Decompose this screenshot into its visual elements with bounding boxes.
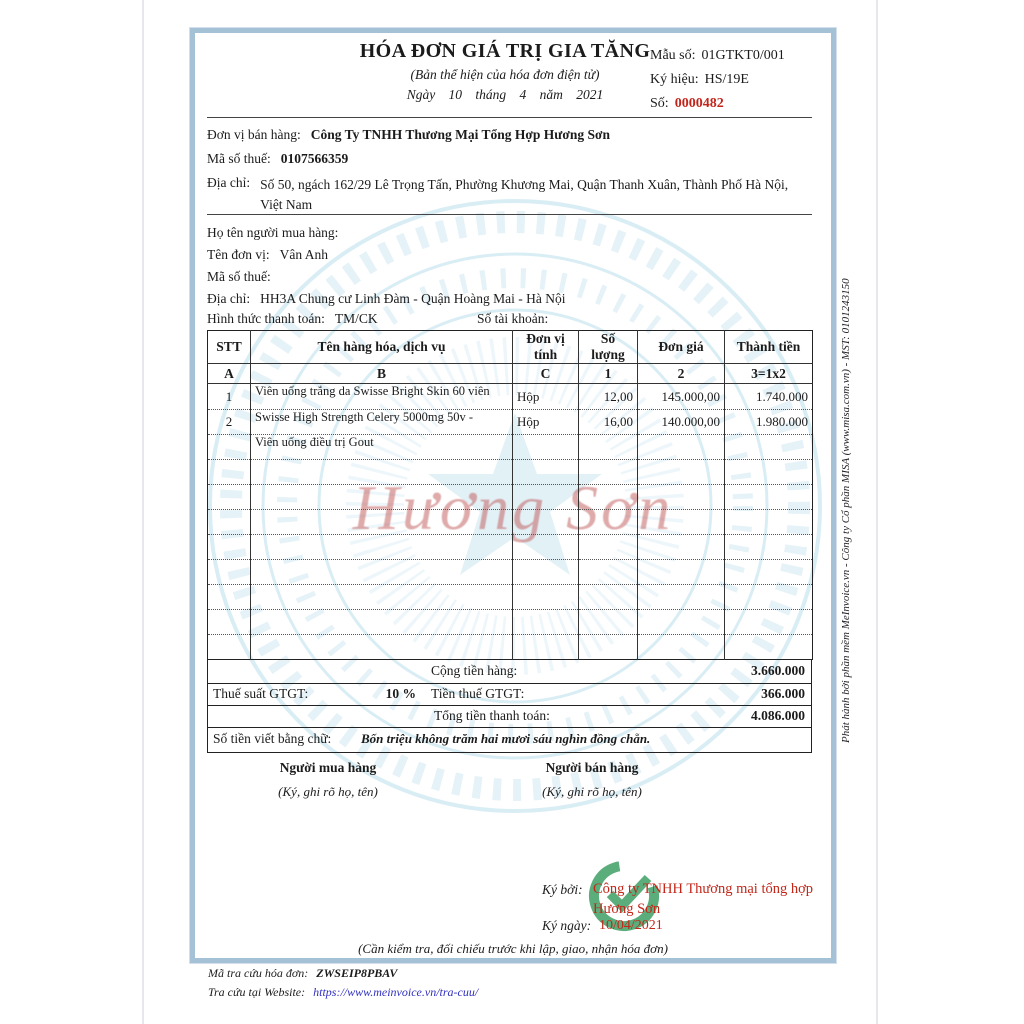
lookup-website-link[interactable]: https://www.meinvoice.vn/tra-cuu/ <box>313 985 479 999</box>
empty-row <box>208 585 813 610</box>
table-code-row <box>208 364 813 384</box>
empty-cell <box>251 460 513 485</box>
empty-cell <box>251 485 513 510</box>
invoice-number-value: 0000482 <box>674 96 724 111</box>
invoice-subtitle: (Bản thể hiện của hóa đơn điện tử) <box>410 67 600 82</box>
table-header-row <box>208 331 813 364</box>
amount-in-words-value: Bốn triệu không trăm hai mươi sáu nghìn đồng chẵn. <box>361 731 651 746</box>
item-1-qty: 12,00 <box>579 384 638 410</box>
seller-address-value: Số 50, ngách 162/29 Lê Trọng Tấn, Phường Khương Mai, Quận Thanh Xuân, Thành Phố Hà Nội, Việt Nam <box>260 177 789 212</box>
col-header-unit: Đơn vị tính <box>513 331 579 364</box>
amount-in-words-row <box>207 728 812 753</box>
empty-cell <box>638 585 725 610</box>
issuer-sidebar-text: Phát hành bởi phần mềm MeInvoice.vn - Công ty Cổ phần MISA (www.misa.com.vn) - MST: 0101243150 <box>840 278 852 744</box>
invoice-page-content <box>195 33 831 958</box>
col-code-c: C <box>513 364 579 384</box>
serial-symbol-label: Ký hiệu: <box>650 72 699 87</box>
grand-total-value: 4.086.000 <box>751 708 805 723</box>
empty-cell <box>579 535 638 560</box>
signed-date-value: 10/04/2021 <box>599 918 663 933</box>
empty-row <box>208 635 813 660</box>
subtotal-label: Cộng tiền hàng: <box>431 663 518 678</box>
seller-unit-value: Công Ty TNHH Thương Mại Tổng Hợp Hương Sơn <box>310 127 610 142</box>
empty-cell <box>725 560 813 585</box>
signed-date-label: Ký ngày: <box>542 918 592 933</box>
seller-divider <box>207 214 812 215</box>
account-number-label: Số tài khoản: <box>477 311 549 326</box>
form-number-value: 01GTKT0/001 <box>701 48 785 63</box>
col-code-b: B <box>251 364 513 384</box>
item-row-2 <box>208 410 813 435</box>
empty-cell <box>513 510 579 535</box>
signed-by-company-line2: Hương Sơn <box>593 901 661 917</box>
empty-cell <box>725 435 813 460</box>
col-header-name: Tên hàng hóa, dịch vụ <box>251 331 513 364</box>
item-2-amount: 1.980.000 <box>725 410 813 435</box>
empty-cell <box>725 635 813 660</box>
empty-cell <box>208 560 251 585</box>
empty-cell <box>513 585 579 610</box>
vat-amount-label: Tiền thuế GTGT: <box>431 686 525 701</box>
seller-address-label: Địa chỉ: <box>207 175 251 190</box>
verification-note: (Cần kiểm tra, đối chiếu trước khi lập, giao, nhận hóa đơn) <box>358 941 668 956</box>
empty-cell <box>725 535 813 560</box>
buyer-unit-line <box>207 247 328 263</box>
empty-cell <box>579 610 638 635</box>
empty-cell <box>251 535 513 560</box>
empty-cell <box>208 635 251 660</box>
empty-cell <box>638 485 725 510</box>
empty-cell <box>513 460 579 485</box>
buyer-tax-line <box>207 269 281 285</box>
serial-symbol-line <box>650 68 785 92</box>
vat-row <box>207 684 812 706</box>
seller-signature-note: (Ký, ghi rõ họ, tên) <box>542 784 642 799</box>
item-2-name-line2: Viên uống điều trị Gout <box>251 435 513 460</box>
item-1-name: Viên uống trắng da Swisse Bright Skin 60 viên <box>251 384 513 410</box>
buyer-unit-label: Tên đơn vị: <box>207 247 270 262</box>
col-code-3: 3=1x2 <box>725 364 813 384</box>
invoice-number-label: Số: <box>650 96 669 111</box>
empty-cell <box>725 585 813 610</box>
col-header-amount: Thành tiền <box>725 331 813 364</box>
empty-cell <box>208 485 251 510</box>
lookup-website-line <box>208 985 478 1000</box>
empty-cell <box>638 535 725 560</box>
item-1-unit: Hộp <box>513 384 579 410</box>
buyer-account-line <box>477 311 558 327</box>
payment-method-value: TM/CK <box>334 311 378 326</box>
invoice-number-line <box>650 92 785 116</box>
buyer-signature-note: (Ký, ghi rõ họ, tên) <box>278 784 378 799</box>
header-divider <box>207 117 812 118</box>
empty-cell <box>638 460 725 485</box>
buyer-payment-line <box>207 311 378 327</box>
item-1-stt: 1 <box>225 388 233 404</box>
company-watermark-text: Hương Sơn <box>352 472 674 543</box>
empty-cell <box>579 510 638 535</box>
empty-cell <box>579 485 638 510</box>
buyer-tax-label: Mã số thuế: <box>207 269 271 284</box>
item-2-stt: 2 <box>225 414 233 429</box>
empty-cell <box>513 560 579 585</box>
item-1-amount: 1.740.000 <box>725 384 813 410</box>
empty-cell <box>513 610 579 635</box>
signed-by-company-line1: Công ty TNHH Thương mại tổng hợp <box>593 881 814 897</box>
invoice-meta-block <box>650 44 785 116</box>
subtotal-row <box>207 660 812 684</box>
col-header-stt: STT <box>208 331 251 364</box>
buyer-unit-value: Vân Anh <box>279 247 329 262</box>
invoice-title: HÓA ĐƠN GIÁ TRỊ GIA TĂNG <box>359 40 651 62</box>
seller-tax-line <box>207 151 348 167</box>
grand-total-label: Tổng tiền thanh toán: <box>434 708 550 723</box>
empty-row <box>208 460 813 485</box>
empty-row <box>208 560 813 585</box>
empty-cell <box>579 560 638 585</box>
form-number-label: Mẫu số: <box>650 48 696 63</box>
empty-cell <box>725 485 813 510</box>
subtotal-value: 3.660.000 <box>751 663 805 678</box>
empty-cell <box>251 585 513 610</box>
grand-total-row <box>207 706 812 728</box>
seller-address-line <box>207 175 788 215</box>
empty-cell <box>208 510 251 535</box>
amount-in-words-label: Số tiền viết bằng chữ: <box>213 731 332 746</box>
empty-cell <box>579 460 638 485</box>
item-1-price: 145.000,00 <box>638 384 725 410</box>
empty-cell <box>513 635 579 660</box>
lookup-code-label: Mã tra cứu hóa đơn: <box>208 966 309 980</box>
serial-symbol-value: HS/19E <box>704 72 749 87</box>
buyer-address-label: Địa chỉ: <box>207 291 251 306</box>
item-row-1 <box>208 384 813 410</box>
empty-cell <box>251 560 513 585</box>
empty-row <box>208 510 813 535</box>
col-code-2: 2 <box>638 364 725 384</box>
form-number-line <box>650 44 785 68</box>
empty-cell <box>579 635 638 660</box>
buyer-address-value: HH3A Chung cư Linh Đàm - Quận Hoàng Mai - Hà Nội <box>260 291 566 306</box>
empty-cell <box>208 535 251 560</box>
empty-row <box>208 610 813 635</box>
seller-signature-block <box>487 760 697 800</box>
empty-row <box>208 485 813 510</box>
lookup-code-line <box>208 966 397 981</box>
empty-cell <box>251 610 513 635</box>
signed-by-label: Ký bởi: <box>542 882 583 897</box>
empty-cell <box>638 435 725 460</box>
empty-cell <box>251 510 513 535</box>
seller-tax-value: 0107566359 <box>280 151 349 166</box>
item-row-2-continuation <box>208 435 813 460</box>
buyer-address-line <box>207 291 566 307</box>
empty-cell <box>725 510 813 535</box>
item-2-price: 140.000,00 <box>638 410 725 435</box>
col-code-1: 1 <box>579 364 638 384</box>
seller-unit-label: Đơn vị bán hàng: <box>207 127 301 142</box>
buyer-name-label: Họ tên người mua hàng: <box>207 225 339 240</box>
vat-amount-value: 366.000 <box>761 686 805 701</box>
empty-cell <box>208 435 251 460</box>
empty-cell <box>638 610 725 635</box>
buyer-name-line <box>207 225 348 241</box>
col-header-qty: Số lượng <box>579 331 638 364</box>
seller-signature-title: Người bán hàng <box>545 760 639 775</box>
item-2-qty: 16,00 <box>579 410 638 435</box>
seller-unit-line <box>207 127 610 143</box>
empty-row <box>208 535 813 560</box>
empty-cell <box>208 460 251 485</box>
empty-cell <box>579 435 638 460</box>
invoice-page <box>190 28 836 963</box>
empty-cell <box>513 435 579 460</box>
lookup-website-label: Tra cứu tại Website: <box>208 985 306 999</box>
empty-cell <box>513 485 579 510</box>
empty-cell <box>638 510 725 535</box>
empty-cell <box>725 460 813 485</box>
col-code-a: A <box>208 364 251 384</box>
invoice-date-line: Ngày 10 tháng 4 năm 2021 <box>406 87 604 102</box>
seller-tax-label: Mã số thuế: <box>207 151 271 166</box>
photo-edge-line-left <box>142 0 144 1024</box>
items-table <box>207 330 813 660</box>
empty-cell <box>638 635 725 660</box>
col-header-price: Đơn giá <box>638 331 725 364</box>
empty-cell <box>638 560 725 585</box>
photo-edge-line-right <box>876 0 878 1024</box>
empty-cell <box>251 635 513 660</box>
vat-rate-label: Thuế suất GTGT: <box>213 686 309 701</box>
empty-cell <box>208 610 251 635</box>
empty-cell <box>513 535 579 560</box>
buyer-signature-title: Người mua hàng <box>279 760 377 775</box>
buyer-signature-block <box>223 760 433 800</box>
empty-cell <box>725 610 813 635</box>
empty-cell <box>579 585 638 610</box>
item-2-unit: Hộp <box>513 410 579 435</box>
empty-cell <box>208 585 251 610</box>
vat-rate-value: 10 % <box>385 686 416 701</box>
item-2-name: Swisse High Strength Celery 5000mg 50v - <box>251 410 513 435</box>
items-table-wrap <box>207 330 812 753</box>
lookup-code-value: ZWSEIP8PBAV <box>316 966 398 980</box>
payment-method-label: Hình thức thanh toán: <box>207 311 325 326</box>
